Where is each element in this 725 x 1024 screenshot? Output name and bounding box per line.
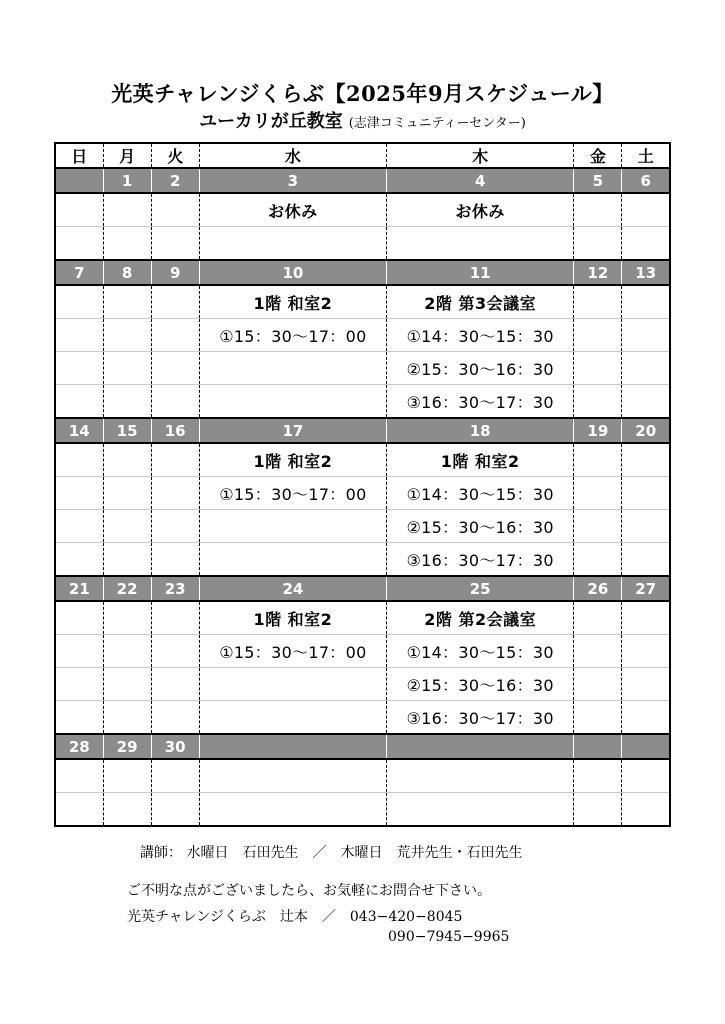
slot-row (55, 701, 670, 735)
date-cell: 8 (103, 260, 151, 285)
wed-place: 1階 和室2 (199, 285, 386, 319)
date-row (55, 734, 670, 759)
date-cell: 6 (622, 168, 670, 193)
inquiry-note: ご不明な点がございましたら、お気軽にお問合せ下さい。 (127, 883, 491, 899)
slot-row (55, 285, 670, 319)
date-cell: 10 (199, 260, 386, 285)
slot-row (55, 601, 670, 635)
date-row (55, 168, 670, 193)
contact-line: 光英チャレンジくらぶ 辻本 ／ 043−420−8045 (127, 909, 463, 925)
slot-row (55, 543, 670, 577)
day-header-mon: 月 (103, 143, 151, 168)
date-cell (387, 734, 574, 759)
date-cell: 2 (151, 168, 199, 193)
slot-row (55, 510, 670, 543)
day-header-sun: 日 (55, 143, 103, 168)
date-cell (574, 734, 622, 759)
date-cell: 27 (622, 576, 670, 601)
date-cell: 3 (199, 168, 386, 193)
contact-phone-2: 090−7945−9965 (388, 929, 510, 945)
date-cell: 4 (387, 168, 574, 193)
date-cell: 7 (55, 260, 103, 285)
date-cell (55, 168, 103, 193)
thu-place: 1階 和室2 (387, 443, 574, 477)
date-cell (199, 734, 386, 759)
thu-time: ③16：30〜17：30 (387, 543, 574, 577)
date-cell: 18 (387, 418, 574, 443)
date-cell: 1 (103, 168, 151, 193)
date-row (55, 576, 670, 601)
date-cell: 21 (55, 576, 103, 601)
date-cell: 28 (55, 734, 103, 759)
instructors-note: 講師： 水曜日 石田先生 ／ 木曜日 荒井先生・石田先生 (140, 845, 523, 861)
date-cell: 25 (387, 576, 574, 601)
slot-row (55, 227, 670, 261)
slot-row (55, 385, 670, 419)
thu-time: ③16：30〜17：30 (387, 701, 574, 735)
day-header-thu: 木 (387, 143, 574, 168)
date-cell: 12 (574, 260, 622, 285)
wed-time: ①15：30〜17：00 (199, 635, 386, 668)
thu-time: ②15：30〜16：30 (387, 352, 574, 385)
thu-place: 2階 第2会議室 (387, 601, 574, 635)
date-cell: 29 (103, 734, 151, 759)
slot-row (55, 759, 670, 793)
slot-row (55, 193, 670, 227)
thu-time: ②15：30〜16：30 (387, 668, 574, 701)
thu-time: ③16：30〜17：30 (387, 385, 574, 419)
page-title: 光英チャレンジくらぶ【2025年9月スケジュール】 (111, 81, 614, 106)
date-cell: 15 (103, 418, 151, 443)
day-header-tue: 火 (151, 143, 199, 168)
date-row (55, 260, 670, 285)
venue-note: (志津コミュニティーセンター) (348, 116, 526, 131)
date-cell: 20 (622, 418, 670, 443)
slot-row (55, 477, 670, 510)
date-cell: 30 (151, 734, 199, 759)
slot-row (55, 668, 670, 701)
thu-place: お休み (387, 193, 574, 227)
thu-time: ①14：30〜15：30 (387, 319, 574, 352)
thu-place: 2階 第3会議室 (387, 285, 574, 319)
weekday-header-row (55, 143, 670, 168)
wed-time: ①15：30〜17：00 (199, 319, 386, 352)
slot-row (55, 352, 670, 385)
day-header-wed: 水 (199, 143, 386, 168)
slot-row (55, 793, 670, 827)
wed-place: お休み (199, 193, 386, 227)
date-cell: 23 (151, 576, 199, 601)
date-cell: 17 (199, 418, 386, 443)
slot-row (55, 443, 670, 477)
thu-time: ①14：30〜15：30 (387, 477, 574, 510)
date-row (55, 418, 670, 443)
date-cell: 14 (55, 418, 103, 443)
thu-time: ①14：30〜15：30 (387, 635, 574, 668)
slot-row (55, 319, 670, 352)
date-cell: 22 (103, 576, 151, 601)
day-header-sat: 土 (622, 143, 670, 168)
page-subtitle (0, 107, 725, 133)
date-cell: 24 (199, 576, 386, 601)
wed-place: 1階 和室2 (199, 601, 386, 635)
date-cell: 26 (574, 576, 622, 601)
date-cell: 9 (151, 260, 199, 285)
date-cell: 11 (387, 260, 574, 285)
thu-time: ②15：30〜16：30 (387, 510, 574, 543)
slot-row (55, 635, 670, 668)
wed-time: ①15：30〜17：00 (199, 477, 386, 510)
wed-place: 1階 和室2 (199, 443, 386, 477)
date-cell: 5 (574, 168, 622, 193)
day-header-fri: 金 (574, 143, 622, 168)
schedule-calendar (54, 142, 671, 827)
classroom-name: ユーカリが丘教室 (199, 111, 343, 132)
date-cell: 13 (622, 260, 670, 285)
date-cell: 16 (151, 418, 199, 443)
date-cell: 19 (574, 418, 622, 443)
date-cell (622, 734, 670, 759)
